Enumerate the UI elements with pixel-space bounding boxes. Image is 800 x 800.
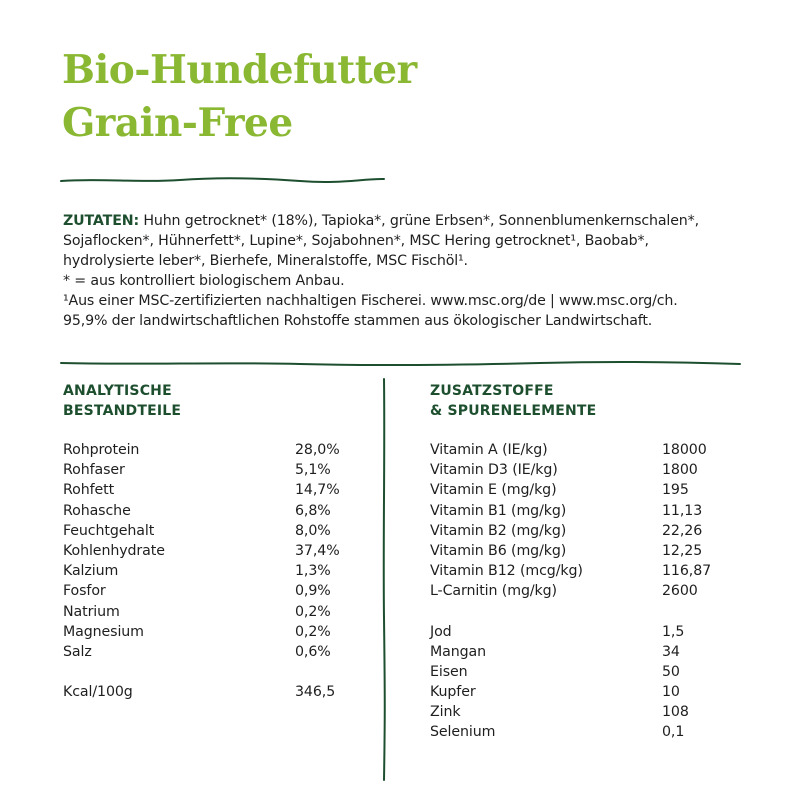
analytic-row-value: 37,4% — [295, 542, 340, 559]
analytic-row-label: Kohlenhydrate — [63, 542, 165, 559]
analytic-row-label: Salz — [63, 643, 92, 660]
trace-element-row-value: 1,5 — [662, 623, 685, 640]
ingredients-line-3: hydrolysierte leber*, Bierhefe, Mineralstoffe, MSC Fischöl¹. — [63, 253, 468, 269]
divider-line-middle — [60, 358, 742, 370]
analytic-row-label: Kalzium — [63, 563, 119, 580]
analytic-row — [63, 501, 373, 521]
analytic-row — [63, 602, 373, 622]
kcal-label: Kcal/100g — [63, 684, 133, 701]
trace-element-row-label: Jod — [430, 623, 452, 640]
additives-heading: ZUSATZSTOFFE & SPURENELEMENTE — [430, 383, 597, 419]
vitamin-row-label: L-Carnitin (mg/kg) — [430, 583, 557, 600]
ingredients-line-1: ZUTATEN: Huhn getrocknet* (18%), Tapioka*, grüne Erbsen*, Sonnenblumenkernschalen*, — [63, 213, 699, 229]
analytic-row — [63, 622, 373, 642]
vitamin-row — [430, 460, 760, 480]
vitamin-row-value: 22,26 — [662, 522, 703, 539]
analytic-row-label: Magnesium — [63, 623, 144, 640]
column-divider — [378, 378, 390, 782]
analytic-row — [63, 541, 373, 561]
vitamin-row-value: 11,13 — [662, 502, 703, 519]
analytic-row-value: 0,2% — [295, 623, 331, 640]
analytic-row-value: 6,8% — [295, 502, 331, 519]
ingredients-footnote-share: 95,9% der landwirtschaftlichen Rohstoffe stammen aus ökologischer Landwirtschaft. — [63, 313, 653, 329]
vitamin-row-value: 116,87 — [662, 563, 712, 580]
trace-element-row-value: 50 — [662, 663, 680, 680]
trace-element-row — [430, 622, 760, 642]
kcal-row — [63, 682, 373, 702]
vitamin-row — [430, 521, 760, 541]
trace-element-row-value: 108 — [662, 704, 689, 721]
vitamin-row-label: Vitamin E (mg/kg) — [430, 482, 557, 499]
trace-element-row-label: Kupfer — [430, 684, 476, 701]
title-line-1: Bio-Hundefutter — [62, 47, 417, 93]
analytic-row — [63, 581, 373, 601]
analytic-row-label: Rohfaser — [63, 462, 125, 479]
analytic-row — [63, 480, 373, 500]
vitamin-row-value: 195 — [662, 482, 689, 499]
vitamin-row-label: Vitamin D3 (IE/kg) — [430, 462, 558, 479]
vitamin-row-label: Vitamin B1 (mg/kg) — [430, 502, 567, 519]
analytic-row-label: Rohfett — [63, 482, 115, 499]
vitamin-row — [430, 561, 760, 581]
analytic-row-label: Rohprotein — [63, 442, 140, 458]
ingredients-block — [63, 211, 763, 331]
ingredients-label: ZUTATEN: — [63, 213, 139, 229]
trace-element-row — [430, 642, 760, 662]
analytic-row — [63, 521, 373, 541]
trace-element-row-label: Mangan — [430, 643, 487, 660]
vitamin-row-value: 12,25 — [662, 542, 703, 559]
vitamin-row — [430, 501, 760, 521]
trace-element-row — [430, 702, 760, 722]
analytic-row-label: Fosfor — [63, 583, 106, 600]
vitamin-row-label: Vitamin B12 (mcg/kg) — [430, 563, 583, 580]
vitamin-row — [430, 480, 760, 500]
analytic-row — [63, 561, 373, 581]
analytic-row-value: 8,0% — [295, 522, 331, 539]
analytic-row-value: 14,7% — [295, 482, 340, 499]
trace-element-row-value: 10 — [662, 684, 680, 701]
vitamin-row-value: 2600 — [662, 583, 698, 600]
trace-element-row — [430, 662, 760, 682]
analytic-row-value: 1,3% — [295, 563, 331, 580]
vitamin-row-label: Vitamin B2 (mg/kg) — [430, 522, 567, 539]
trace-element-row-label: Selenium — [430, 724, 496, 741]
trace-element-row-value: 34 — [662, 643, 680, 660]
vitamin-row-label: Vitamin A (IE/kg) — [430, 442, 548, 458]
ingredients-line-2: Sojaflocken*, Hühnerfett*, Lupine*, Sojabohnen*, MSC Hering getrocknet¹, Baobab*, — [63, 233, 649, 249]
vitamin-row — [430, 541, 760, 561]
analytic-row-value: 28,0% — [295, 442, 340, 458]
trace-element-row-value: 0,1 — [662, 724, 685, 741]
kcal-value: 346,5 — [295, 684, 336, 701]
page-title — [62, 44, 417, 150]
divider-line-top — [60, 174, 386, 186]
trace-element-row — [430, 722, 760, 742]
vitamin-row-label: Vitamin B6 (mg/kg) — [430, 542, 567, 559]
ingredients-footnote-organic: * = aus kontrolliert biologischem Anbau. — [63, 273, 345, 289]
analytic-row-value: 0,9% — [295, 583, 331, 600]
analytic-heading: ANALYTISCHE BESTANDTEILE — [63, 383, 182, 419]
trace-element-row-label: Zink — [430, 704, 461, 721]
analytic-row — [63, 460, 373, 480]
ingredients-footnote-msc: ¹Aus einer MSC-zertifizierten nachhaltigen Fischerei. www.msc.org/de | www.msc.org/ch. — [63, 293, 678, 309]
vitamin-row — [430, 440, 760, 460]
analytic-row — [63, 440, 373, 460]
trace-element-row — [430, 682, 760, 702]
trace-element-row-label: Eisen — [430, 663, 468, 680]
vitamin-row-value: 18000 — [662, 442, 707, 458]
analytic-row-value: 0,6% — [295, 643, 331, 660]
analytic-table — [63, 440, 373, 702]
vitamin-row-value: 1800 — [662, 462, 698, 479]
analytic-row-value: 0,2% — [295, 603, 331, 620]
analytic-row-label: Natrium — [63, 603, 120, 620]
analytic-row-value: 5,1% — [295, 462, 331, 479]
vitamin-row — [430, 581, 760, 601]
analytic-row — [63, 642, 373, 662]
analytic-row-label: Rohasche — [63, 502, 131, 519]
additives-table — [430, 440, 760, 743]
analytic-row-label: Feuchtgehalt — [63, 522, 155, 539]
title-line-2: Grain-Free — [62, 100, 293, 146]
